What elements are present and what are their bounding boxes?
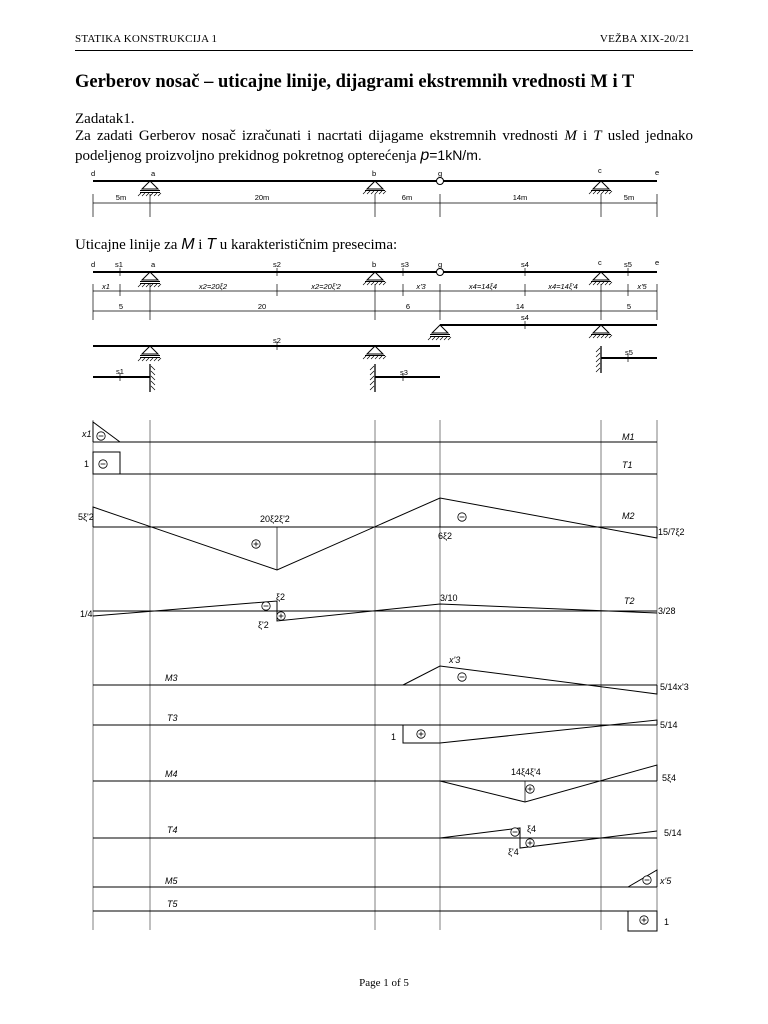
plus-sign <box>417 730 425 738</box>
value-label: 15/7ξ2 <box>658 527 685 537</box>
influence-line-t4 <box>93 824 682 857</box>
value-label: x'5 <box>660 876 672 886</box>
section-label-s1: s1 <box>115 260 123 269</box>
dimension-label: x1 <box>102 282 110 291</box>
section-label-s1: s1 <box>116 367 124 376</box>
value-label: 1 <box>84 459 90 469</box>
dimension-line <box>93 194 657 217</box>
plus-sign <box>526 785 534 793</box>
influence-line-m2 <box>78 498 685 570</box>
dimension-label: x2=20ξ2 <box>198 282 228 291</box>
plus-sign <box>526 839 534 847</box>
value-label: 6ξ2 <box>438 531 453 541</box>
diagram-label-m3: M3 <box>165 673 178 683</box>
hinge-icon <box>437 269 444 276</box>
plus-sign <box>640 916 648 924</box>
value-label: 1 <box>664 917 670 927</box>
span-label: 20m <box>254 193 270 202</box>
span-label: 5m <box>115 193 127 202</box>
dimension-label: x'3 <box>416 282 426 291</box>
page-footer: Page 1 of 5 <box>359 977 409 989</box>
value-label: 1 <box>391 732 397 742</box>
dimension-label: 20 <box>257 302 267 311</box>
diagram-label-t2: T2 <box>624 596 635 606</box>
span-label: 6m <box>401 193 413 202</box>
plus-sign <box>252 540 260 548</box>
diagram-label-t1: T1 <box>622 460 633 470</box>
diagram-label-t5: T5 <box>167 899 178 909</box>
point-label-c: c <box>598 166 602 175</box>
load-value: =1kN/m. <box>429 146 482 163</box>
symbol-p: p <box>420 146 430 164</box>
fixed-support-icon <box>138 272 161 287</box>
dimension-label: x'5 <box>637 282 647 291</box>
influence-line-t5 <box>93 899 669 931</box>
span-label: 14m <box>512 193 528 202</box>
value-label: ξ4 <box>527 824 537 834</box>
dimension-label: 6 <box>405 302 411 311</box>
minus-sign <box>458 673 466 681</box>
value-label: 5ξ'2 <box>78 512 94 522</box>
diagram-label-m5: M5 <box>165 876 178 886</box>
value-label: x1 <box>82 429 92 439</box>
point-label-d: d <box>91 169 96 178</box>
section-label-s3: s3 <box>400 368 408 377</box>
section-label-s3: s3 <box>401 260 409 269</box>
roller-support-icon <box>363 181 386 194</box>
influence-line-m4 <box>93 765 676 802</box>
fixed-support-icon <box>138 346 161 361</box>
section-label-s5: s5 <box>624 260 632 269</box>
diagram-label-m2: M2 <box>622 511 635 521</box>
influence-line-t2 <box>80 592 676 630</box>
point-label-d: d <box>91 260 96 269</box>
point-label-b: b <box>372 169 377 178</box>
value-label: ξ2 <box>276 592 286 602</box>
minus-sign <box>97 432 105 440</box>
task-text: i <box>576 128 594 144</box>
dimension-label: 5 <box>118 302 124 311</box>
value-label: ξ'2 <box>258 620 269 630</box>
value-label: 5/14 <box>660 720 678 730</box>
dimension-label: x4=14ξ'4 <box>548 282 578 291</box>
influence-line-t1 <box>84 452 657 474</box>
header-course-title: STATIKA KONSTRUKCIJA 1 <box>75 33 218 45</box>
symbol-m: M <box>181 236 195 253</box>
plus-sign <box>277 612 285 620</box>
dimension-label: x2=20ξ'2 <box>311 282 341 291</box>
gerber-beam-diagram <box>91 166 659 217</box>
subheading-text: Uticajne linije za <box>75 237 182 253</box>
value-label: 5/14 <box>664 828 682 838</box>
minus-sign <box>99 460 107 468</box>
subheading-text: i <box>194 237 207 253</box>
value-label: 14ξ4ξ'4 <box>511 767 541 777</box>
fixed-support-icon <box>428 325 451 340</box>
point-label-a: a <box>151 260 156 269</box>
sections-beam-diagram <box>91 258 659 392</box>
section-label-s4: s4 <box>521 313 529 322</box>
roller-support-icon <box>363 272 386 285</box>
dimension-label: 14 <box>515 302 525 311</box>
diagram-label-t3: T3 <box>167 713 178 723</box>
dimension-label: 5 <box>626 302 632 311</box>
symbol-m: M <box>564 128 577 144</box>
point-label-g: g <box>438 169 443 178</box>
point-label-e: e <box>655 258 660 267</box>
roller-support-icon <box>363 346 386 359</box>
value-label: 5ξ4 <box>662 773 677 783</box>
hinge-icon <box>437 178 444 185</box>
roller-support-icon <box>589 325 612 338</box>
task-text: Za zadati Gerberov nosač izračunati i nacrtati dijagame ekstremnih vrednosti <box>75 128 565 144</box>
section-label-s2: s2 <box>273 260 281 269</box>
reference-lines <box>93 420 657 930</box>
influence-line-m3 <box>93 655 689 694</box>
subheading-text: u karakterističnim presecima: <box>215 237 398 253</box>
value-label: 5/14x'3 <box>660 682 689 692</box>
influence-line-m1 <box>81 422 657 442</box>
task-text: usled jednako podeljenog proizvoljno prekidnog pokretnog opterećenja <box>75 128 693 164</box>
roller-support-icon <box>589 272 612 285</box>
point-label-e: e <box>655 168 660 177</box>
header-exercise-number: VEŽBA XIX-20/21 <box>599 33 690 45</box>
document-title: Gerberov nosač – uticajne linije, dijagrami ekstremnih vrednosti M i T <box>75 72 635 92</box>
roller-support-icon <box>589 181 612 194</box>
value-label: x'3 <box>449 655 461 665</box>
influence-line-diagrams <box>78 420 689 931</box>
diagram-label-t4: T4 <box>167 825 178 835</box>
minus-sign <box>511 828 519 836</box>
fixed-support-icon <box>138 181 161 196</box>
point-label-a: a <box>151 169 156 178</box>
diagram-label-m4: M4 <box>165 769 178 779</box>
point-label-b: b <box>372 260 377 269</box>
diagram-label-m1: M1 <box>622 432 635 442</box>
dimension-label: x4=14ξ4 <box>468 282 498 291</box>
section-label-s2: s2 <box>273 336 281 345</box>
symbol-t: T <box>593 128 602 144</box>
value-label: 3/28 <box>658 606 676 616</box>
section-label-s5: s5 <box>625 348 633 357</box>
value-label: 3/10 <box>440 593 458 603</box>
value-label: 1/4 <box>80 609 93 619</box>
value-label: ξ'4 <box>508 847 519 857</box>
minus-sign <box>458 513 466 521</box>
influence-line-t3 <box>93 713 678 743</box>
span-label: 5m <box>623 193 635 202</box>
symbol-t: T <box>206 236 216 253</box>
section-label-s4: s4 <box>521 260 529 269</box>
value-label: 20ξ2ξ'2 <box>260 514 290 524</box>
influence-line-m5 <box>93 870 672 887</box>
task-label: Zadatak1. <box>75 111 135 127</box>
point-label-g: g <box>438 260 443 269</box>
minus-sign <box>643 876 651 884</box>
point-label-c: c <box>598 258 602 267</box>
minus-sign <box>262 602 270 610</box>
